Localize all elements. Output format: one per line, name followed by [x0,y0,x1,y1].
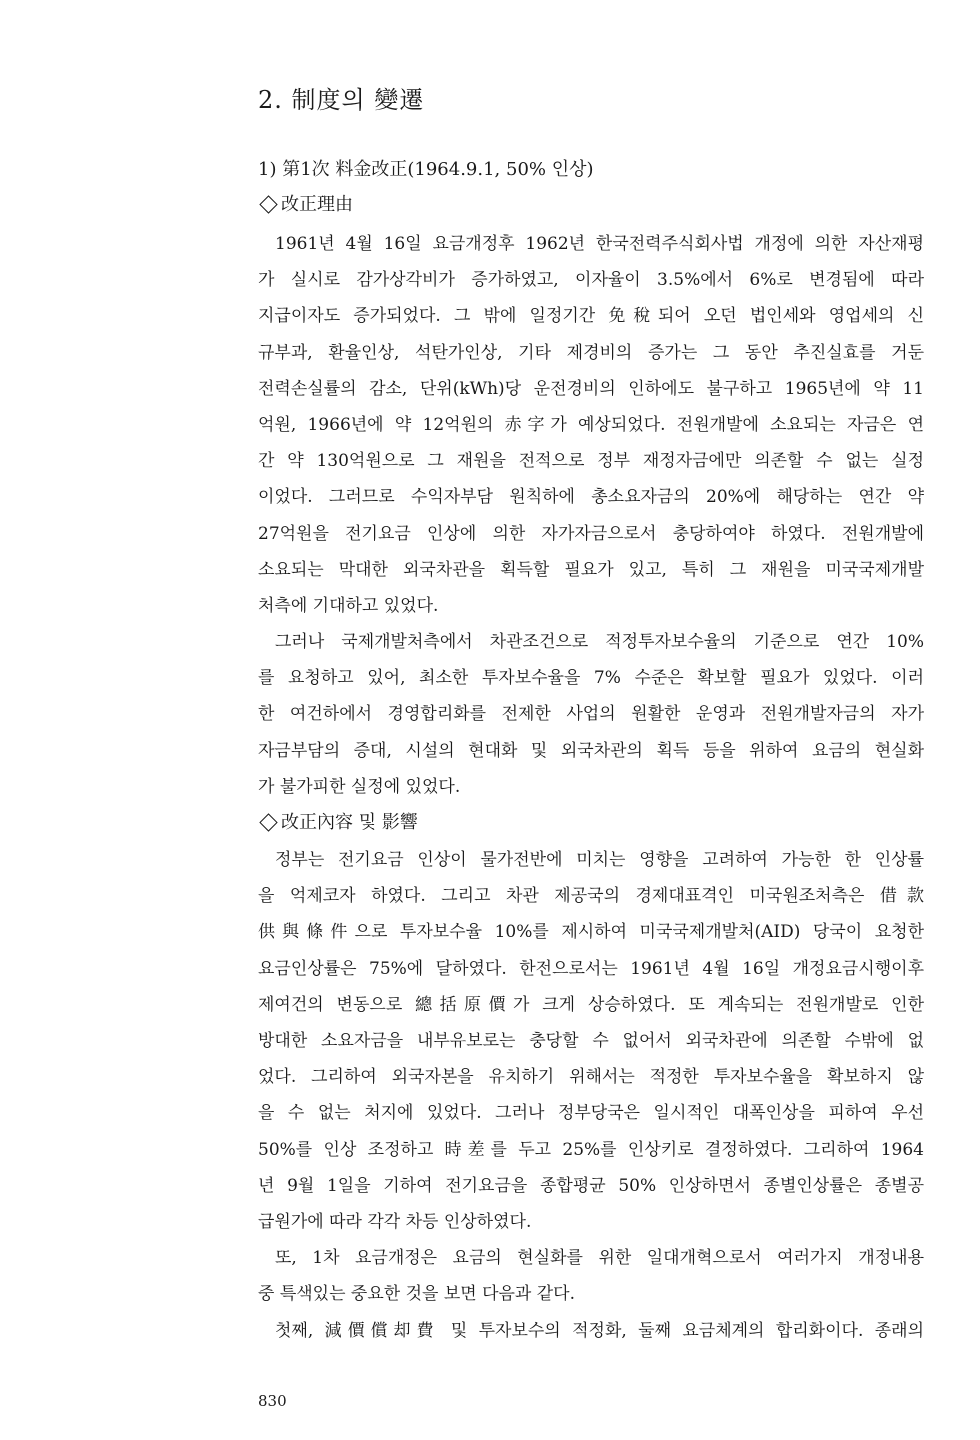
text-line: 소요되는 막대한 외국차관을 획득할 필요가 있고, 특히 그 재원을 미국국제개발 [258,559,924,580]
heading-reason-text: 改正理由 [281,194,353,215]
text-line: 가 실시로 감가상각비가 증가하였고, 이자율이 3.5%에서 6%로 변경됨에 따라 [258,270,924,291]
text-line: 그러나 국제개발처측에서 차관조건으로 적정투자보수율의 기준으로 연간 10% [275,632,924,652]
paragraph-reason-1 [258,226,924,624]
section-title: 2. 制度의 變遷 [258,86,425,114]
text-line: 50%를 인상 조정하고 時差를 두고 25%를 인상키로 결정하였다. 그리하여 1964 [258,1139,924,1160]
paragraph-content-3 [258,1313,924,1349]
text-line: 을 억제코자 하였다. 그리고 차관 제공국의 경제대표격인 미국원조처측은 借款 [258,886,924,907]
text-line: 규부과, 환율인상, 석탄가인상, 기타 제경비의 증가는 그 동안 추진실효를 거둔 [258,342,924,363]
text-line: 를 요청하고 있어, 최소한 투자보수율을 7% 수준은 확보할 필요가 있었다. 이러 [258,668,924,689]
diamond-icon [259,195,277,213]
diamond-icon [259,813,277,831]
text-line: 중 특색있는 중요한 것을 보면 다음과 같다. [258,1284,576,1305]
text-line: 요금인상률은 75%에 달하였다. 한전으로서는 1961년 4월 16일 개정요금시행이후 [258,958,924,979]
text-line: 이었다. 그러므로 수익자부담 원칙하에 총소요자금의 20%에 해당하는 연간 약 [258,487,924,508]
text-line: 년 9월 1일을 기하여 전기요금을 종합평균 50% 인상하면서 종별인상률은 종별공 [258,1175,924,1196]
page-number: 830 [258,1392,287,1410]
paragraph-content-2 [258,1240,924,1312]
text-line: 제여건의 변동으로 總括原價가 크게 상승하였다. 또 계속되는 전원개발로 인한 [258,994,924,1015]
text-line: 27억원을 전기요금 인상에 의한 자가자금으로서 충당하여야 하였다. 전원개발에 [258,523,924,544]
subsection-title: 1) 第1次 料金改正(1964.9.1, 50% 인상) [258,159,594,180]
paragraph-reason-2 [258,624,924,805]
text-line: 첫째, 減價償却費 및 투자보수의 적정화, 둘째 요금체계의 합리화이다. 종래의 [275,1321,924,1341]
text-line: 供與條件으로 투자보수율 10%를 제시하여 미국국제개발처(AID) 당국이 요청한 [258,922,924,943]
text-line: 을 수 없는 처지에 있었다. 그러나 정부당국은 일시적인 대폭인상을 피하여 우선 [258,1103,924,1124]
paragraph-content-1 [258,842,924,1240]
heading-content-text: 改正內容 및 影響 [281,812,418,833]
text-line: 한 여건하에서 경영합리화를 전제한 사업의 원활한 운영과 전원개발자금의 자가 [258,704,924,725]
text-line: 전력손실률의 감소, 단위(kWh)당 운전경비의 인하에도 불구하고 1965년에 약 11 [258,378,924,399]
text-line: 방대한 소요자금을 내부유보로는 충당할 수 없어서 외국차관에 의존할 수밖에 없 [258,1031,924,1052]
text-line: 1961년 4월 16일 요금개정후 1962년 한국전력주식회사법 개정에 의한 자산재평 [275,234,924,254]
text-line: 자금부담의 증대, 시설의 현대화 및 외국차관의 획득 등을 위하여 요금의 현실화 [258,740,924,761]
text-line: 급원가에 따라 각각 차등 인상하였다. [258,1212,532,1233]
text-line: 가 불가피한 실정에 있었다. [258,776,461,797]
text-line: 정부는 전기요금 인상이 물가전반에 미치는 영향을 고려하여 가능한 한 인상률 [275,850,924,870]
text-line: 었다. 그리하여 외국자본을 유치하기 위해서는 적정한 투자보수율을 확보하지 않 [258,1067,924,1088]
text-line: 처측에 기대하고 있었다. [258,596,439,617]
heading-reason [258,190,353,216]
text-line: 지급이자도 증가되었다. 그 밖에 일정기간 免稅되어 오던 법인세와 영업세의 신 [258,306,924,327]
text-line: 억원, 1966년에 약 12억원의 赤字가 예상되었다. 전원개발에 소요되는 자금은 연 [258,415,924,436]
text-line: 간 약 130억원으로 그 재원을 전적으로 정부 재정자금에만 의존할 수 없는 실정 [258,451,924,472]
text-line: 또, 1차 요금개정은 요금의 현실화를 위한 일대개혁으로서 여러가지 개정내용 [275,1248,924,1268]
heading-content [258,808,418,834]
